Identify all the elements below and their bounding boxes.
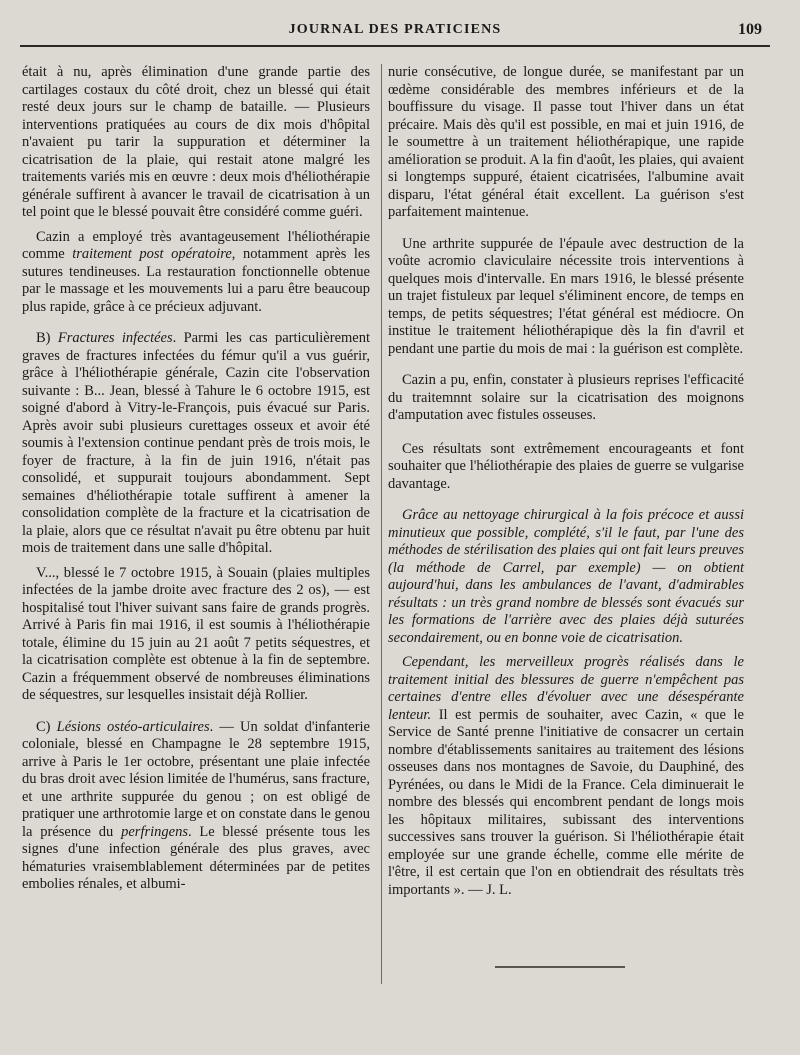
left-paragraph-1: était à nu, après élimination d'une grande partie des cartilages costaux du côté droit, chez un blessé qui était resté deux jours sur le champ de bataille. — Plusieurs interventions pratiquées au cours de dix mois d'hôpital n'avaient pu tarir la suppuration et déterminer la cicatrisation de la plaie, qui restait atone malgré les traitements variés mis en œuvre : deux mois d'héliothérapie générale suffirent à avancer le travail de cicatrisation à un tel point que le blessé pouvait être considéré comme guéri. [22, 64, 370, 220]
italic-sentence-cependant: Cependant, les merveilleux progrès réalisés dans le traitement initial des blessures de guerre n'empêchent pas certaines d'entre elles d'évoluer avec une désespérante lenteur. [388, 654, 744, 723]
right-paragraph-2: Une arthrite suppurée de l'épaule avec destruction de la voûte acromio claviculaire nécessite trois interventions à quelques mois d'intervalle. En mars 1916, le blessé présente un trajet fistuleux par lequel s'éliminent encore, de temps en temps, de petits séquestres; l'état général est médiocre. On institue le traitement héliothérapique dès la fin d'avril et pendant une partie du mois de mai : la guérison est complète. [388, 235, 744, 357]
page-number: 109 [738, 21, 762, 38]
left-paragraph-b: B) Fractures infectées. Parmi les cas particulièrement graves de fractures infectées du fémur qu'il a vus guérir, grâce à l'héliothérapie générale, Cazin cite l'observation suivante : B... Jean, blessé à Tahure le 6 octobre 1915, est soigné d'abord à Vitry-le-François, puis évacué sur Paris. Après avoir subi plusieurs curettages osseux et avoir été soumis à l'extension continue pendant près de trois mois, le foyer de fracture, à la fin de juin 1916, n'était pas consolidé, et suppurait toujours abondamment. Sept semaines d'héliothérapie totale suffirent à amener la consolidation complète de la fracture et la cicatrisation de la plaie, alors que ce résultat n'avait pu être obtenu par huit mois de traitement dans une salle d'hôpital. [22, 330, 371, 556]
left-paragraph-2: Cazin a employé très avantageusement l'héliothérapie comme traitement post opératoire, notamment après les sutures tendineuses. La restauration fonctionnelle obtenue par le massage et les mouvements lui a paru être beaucoup plus rapide, grâce à ce précieux adjuvant. [22, 228, 370, 315]
header-rule [20, 45, 770, 47]
right-paragraph-3: Cazin a pu, enfin, constater à plusieurs reprises l'efficacité du traitemnnt solaire sur la cicatrisation des moignons d'amputation avec fistules osseuses. [388, 372, 744, 423]
right-column [388, 64, 744, 906]
left-paragraph-c: C) Lésions ostéo-articulaires. — Un soldat d'infanterie coloniale, blessé en Champagne le 28 septembre 1915, arrive à Paris le 1er octobre, présentant une plaie infectée du bras droit avec lésion limitée de l'humérus, sans fracture, et une arthrite suppurée du genou ; on est obligé de pratiquer une arthrotomie large et on constate dans le genou la présence du perfringens. Le blessé présente tous les signes d'une infection générale des plus graves, avec hématuries vraisemblablement déterminées par de petites embolies rénales, et albumi- [22, 718, 370, 892]
left-paragraph-v: V..., blessé le 7 octobre 1915, à Souain (plaies multiples infectées de la jambe droite avec fracture des 2 os), — est hospitalisé tout l'hiver suivant sans faire de grands progrès. Arrivé à Paris fin mai 1916, il est soumis à l'héliothérapie totale, élimine du 15 juin au 21 août 7 petits séquestres, et la cicatrisation complète est obtenue à la fin de septembre. Cazin a fréquemment observé de nombreuses éliminations de séquestres, sur lesquelles insistait déjà Rollier. [22, 564, 370, 703]
right-paragraph-6: Cependant, les merveilleux progrès réalisés dans le traitement initial des blessures de guerre n'empêchent pas certaines d'entre elles d'évoluer avec une désespérante lenteur. Il est permis de souhaiter, avec Cazin, « que le Service de Santé prenne l'initiative de consacrer un certain nombre d'établissements sanitaires au traitement des lésions osseuses dans nos montagnes de Savoie, du Dauphiné, des Pyrénées, ou dans le Midi de la France. Cela diminuerait le nombre des blessés qui encombrent pendant de longs mois les hôpitaux militaires, subissant des interventions successives sans trouver la guérison. Si l'héliothérapie était employée sur une grande échelle, comme elle mérite de l'être, il est certain que l'on en obtiendrait des résultats très importants ». — J. L. [388, 654, 744, 898]
section-heading-fractures: Fractures infectées [57, 330, 173, 346]
right-paragraph-5: Grâce au nettoyage chirurgical à la fois précoce et aussi minutieux que possible, complété, s'il le faut, par l'une des méthodes de stérilisation des plaies qui ont fait leurs preuves (la méthode de Carrel, par exemple) — on obtient aujourd'hui, dans les ambulances de l'avant, d'admirables résultats : un très grand nombre de blessés sont évacués sur les formations de l'arrière avec des plaies déjà suturées secondairement, ou en bonne voie de cicatrisation. [388, 507, 744, 646]
right-paragraph-4: Ces résultats sont extrêmement encourageants et font souhaiter que l'héliothérapie des plaies de guerre se vulgarise davantage. [388, 440, 744, 492]
italic-word-perfringens: perfringens [121, 823, 188, 840]
section-heading-lesions: Lésions ostéo-articulaires [56, 718, 210, 735]
right-paragraph-1: nurie consécutive, de longue durée, se manifestant par un œdème considérable des membres inférieurs et de la bouffissure du visage. Il passe tout l'hiver dans un état précaire. Mais dès qu'il est possible, en mai et juin 1916, de le soumettre à un traitement héliothérapique, une rapide amélioration se produit. A la fin d'août, les plaies, qui avaient si longtemps suppuré, étaient cicatrisées, l'albumine avait disparu, l'état général était excellent. La guérison s'est parfaitement maintenue. [388, 64, 744, 220]
left-column [22, 64, 370, 901]
page-header [20, 18, 770, 48]
italic-phrase-post-op: traitement post opératoire [72, 246, 232, 262]
article-columns [22, 64, 778, 998]
journal-title: JOURNAL DES PRATICIENS [288, 22, 502, 37]
end-rule [495, 966, 625, 968]
